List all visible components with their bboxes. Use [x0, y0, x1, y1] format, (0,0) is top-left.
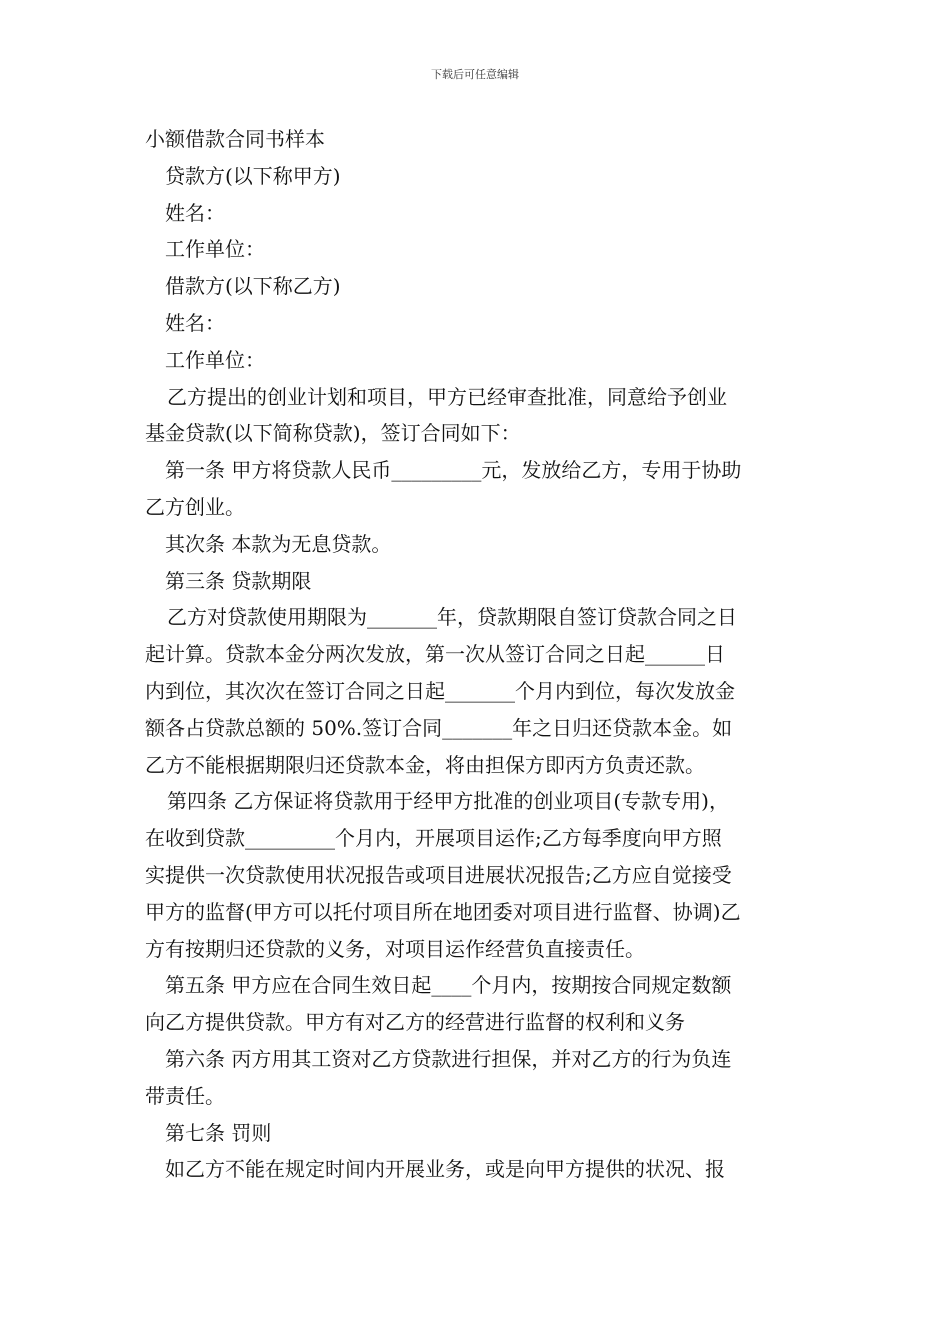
text-line: 在收到贷款_________个月内，开展项目运作;乙方每季度向甲方照	[145, 826, 722, 851]
text-line: 乙方创业。	[145, 494, 245, 519]
text-line: 向乙方提供贷款。甲方有对乙方的经营进行监督的权利和义务	[145, 1010, 685, 1035]
text-line: 其次条 本款为无息贷款。	[165, 531, 392, 556]
text-line: 借款方(以下称乙方)	[165, 274, 341, 299]
text-line: 如乙方不能在规定时间内开展业务，或是向甲方提供的状况、报	[165, 1157, 725, 1182]
text-line: 贷款方(以下称甲方)	[165, 163, 341, 188]
text-line: 额各占贷款总额的 50%.签订合同_______年之日归还贷款本金。如	[145, 715, 733, 740]
contract-body	[145, 121, 815, 1188]
text-line: 第七条 罚则	[165, 1120, 272, 1145]
text-line: 起计算。贷款本金分两次发放，第一次从签订合同之日起______日	[145, 642, 725, 667]
text-line: 方有按期归还贷款的义务，对项目运作经营负直接责任。	[145, 936, 645, 961]
text-line: 第三条 贷款期限	[165, 568, 312, 593]
text-line: 工作单位：	[165, 237, 265, 262]
text-line: 工作单位：	[165, 347, 265, 372]
text-line: 第一条 甲方将贷款人民币_________元，发放给乙方，专用于协助	[165, 458, 742, 483]
text-line: 第五条 甲方应在合同生效日起____个月内，按期按合同规定数额	[165, 973, 732, 998]
text-line: 乙方不能根据期限归还贷款本金，将由担保方即丙方负责还款。	[145, 752, 705, 777]
text-line: 姓名：	[165, 310, 225, 335]
text-line: 第四条 乙方保证将贷款用于经甲方批准的创业项目(专款专用)，	[167, 789, 729, 814]
text-line: 第六条 丙方用其工资对乙方贷款进行担保，并对乙方的行为负连	[165, 1046, 732, 1071]
text-line: 实提供一次贷款使用状况报告或项目进展状况报告;乙方应自觉接受	[145, 862, 732, 887]
text-line: 乙方提出的创业计划和项目，甲方已经审查批准，同意给予创业	[167, 384, 727, 409]
text-line: 乙方对贷款使用期限为_______年，贷款期限自签订贷款合同之日	[167, 605, 737, 630]
text-line: 基金贷款(以下简称贷款)，签订合同如下：	[145, 421, 521, 446]
header-note: 下载后可任意编辑	[431, 68, 519, 81]
text-line: 带责任。	[145, 1083, 225, 1108]
document-title: 小额借款合同书样本	[145, 127, 325, 151]
text-line: 姓名：	[165, 200, 225, 225]
text-line: 甲方的监督(甲方可以托付项目所在地团委对项目进行监督、协调)乙	[145, 899, 741, 924]
text-line: 内到位，其次次在签订合同之日起_______个月内到位，每次发放金	[145, 678, 735, 703]
